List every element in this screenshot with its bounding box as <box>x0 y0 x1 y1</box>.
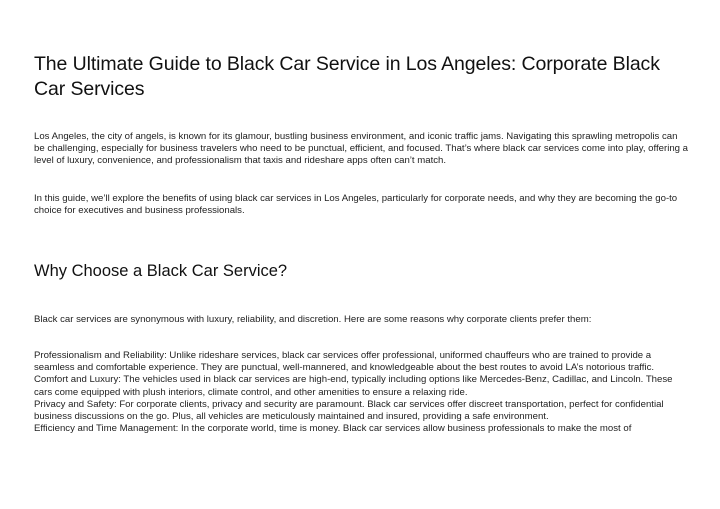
page-title: The Ultimate Guide to Black Car Service in Los Angeles: Corporate Black Car Services <box>34 53 660 100</box>
intro-paragraph: Los Angeles, the city of angels, is known for its glamour, bustling business environment, and iconic traffic jams. Navigating this sprawling metropolis can be challenging, especially for business travelers who need to be punctual, efficient, and focused. That’s where black car services come into play, offering a level of luxury, convenience, and professionalism that taxis and rideshare apps often can’t match. <box>34 131 688 167</box>
reason-item: Professionalism and Reliability: Unlike rideshare services, black car services offer professional, uniformed chauffeurs who are trained to provide a seamless and comfortable experience. They are punctual, well-mannered, and knowledgeable about the best routes to avoid LA’s notorious traffic. <box>34 350 655 374</box>
section-heading: Why Choose a Black Car Service? <box>34 262 288 280</box>
section-intro-paragraph: Black car services are synonymous with luxury, reliability, and discretion. Here are some reasons why corporate clients prefer them: <box>34 314 592 325</box>
reason-item: Privacy and Safety: For corporate clients, privacy and security are paramount. Black car services offer discreet transportation, perfect for confidential business discussions on the go. Plus, all vehicles are meticulously maintained and insured, providing a safe environment. <box>34 398 664 423</box>
reason-item: Comfort and Luxury: The vehicles used in black car services are high-end, typically including options like Mercedes-Benz, Cadillac, and Lincoln. These cars come equipped with plush interiors, climate control, and other amenities to ensure a relaxing ride. <box>34 374 673 398</box>
reasons-list <box>34 350 690 435</box>
reason-item: Efficiency and Time Management: In the corporate world, time is money. Black car services allow business professionals to make the most of <box>34 423 632 435</box>
intro-paragraph: In this guide, we’ll explore the benefits of using black car services in Los Angeles, particularly for corporate needs, and why they are becoming the go-to choice for executives and business professionals. <box>34 193 678 217</box>
